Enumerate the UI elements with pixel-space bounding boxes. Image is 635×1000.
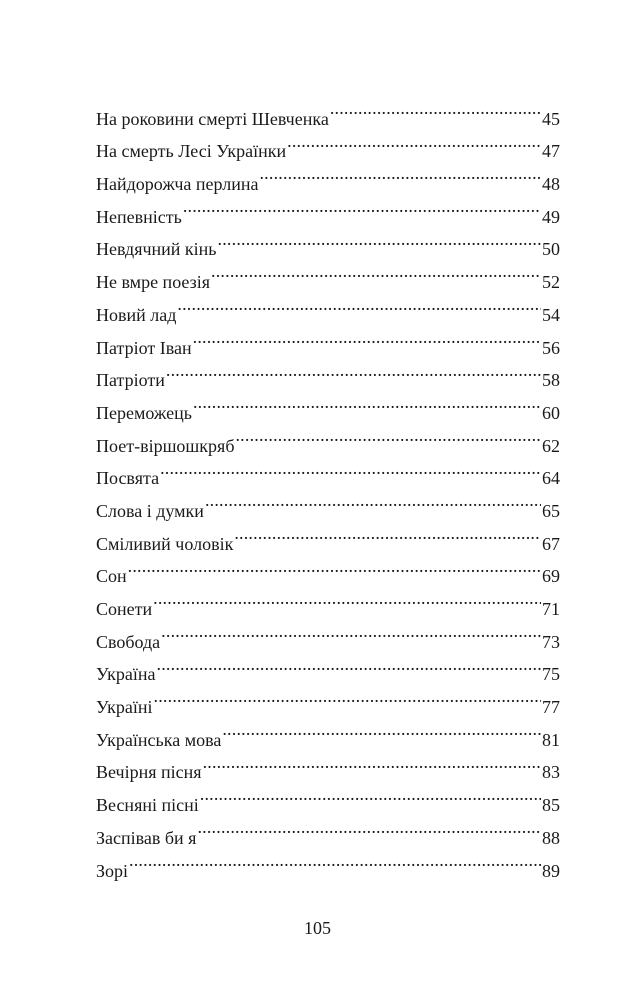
toc-entry[interactable] [96, 550, 560, 587]
toc-dot-leader [287, 125, 541, 158]
toc-dot-leader [193, 321, 541, 354]
toc-entry-title: Весняні пісні [96, 795, 199, 816]
toc-entry[interactable] [96, 452, 560, 489]
toc-entry[interactable] [96, 582, 560, 619]
toc-entry-page: 45 [542, 108, 560, 129]
toc-entry-title: Посвята [96, 468, 160, 489]
toc-entry-page: 48 [542, 174, 560, 195]
toc-entry-page: 85 [542, 795, 560, 816]
toc-dot-leader [154, 680, 541, 713]
toc-entry-title: Українська мова [96, 729, 222, 750]
toc-entry-title: Сон [96, 566, 127, 587]
toc-entry-page: 58 [542, 370, 560, 391]
toc-entry-page: 49 [542, 206, 560, 227]
toc-dot-leader [211, 255, 541, 288]
toc-entry-page: 69 [542, 566, 560, 587]
toc-dot-leader [330, 92, 541, 125]
toc-entry-page: 56 [542, 337, 560, 358]
toc-entry-page: 64 [542, 468, 560, 489]
toc-entry[interactable] [96, 680, 560, 718]
toc-entry-page: 71 [542, 599, 560, 619]
toc-entry-title: Україна [96, 664, 156, 685]
toc-entry-title: Невдячний кінь [96, 239, 217, 260]
toc-entry-title: Патріоти [96, 370, 165, 391]
toc-dot-leader [157, 648, 541, 681]
toc-entry-page: 83 [542, 762, 560, 783]
toc-dot-leader [203, 746, 541, 779]
toc-entry-title: Сміливий чоловік [96, 533, 234, 554]
toc-entry-title: Україні [96, 697, 153, 718]
toc-entry-title: Сонети [96, 599, 153, 619]
toc-entry[interactable] [96, 615, 560, 652]
toc-dot-leader [259, 157, 541, 190]
toc-entry-title: На смерть Лесі Українки [96, 141, 287, 162]
toc-dot-leader [177, 288, 541, 321]
toc-entry[interactable] [96, 386, 560, 423]
toc-entry-page: 54 [542, 304, 560, 325]
toc-entry-page: 75 [542, 664, 560, 685]
toc-dot-leader [205, 484, 541, 517]
toc-entry-page: 50 [542, 239, 560, 260]
toc-entry[interactable] [96, 844, 560, 881]
toc-entry-title: Новий лад [96, 304, 177, 325]
toc-entry-title: На роковини смерті Шевченка [96, 108, 329, 129]
toc-dot-leader [200, 778, 541, 811]
toc-dot-leader [160, 452, 541, 485]
toc-entry[interactable] [96, 713, 560, 750]
toc-entry-page: 60 [542, 402, 560, 423]
toc-entry-page: 89 [542, 860, 560, 881]
toc-entry-title: Переможець [96, 402, 192, 423]
toc-entry-title: Свобода [96, 631, 161, 652]
toc-entry-title: Непевність [96, 206, 182, 227]
toc-dot-leader [222, 713, 541, 746]
toc-entry-title: Заспівав би я [96, 827, 197, 848]
toc-entry-page: 52 [542, 272, 560, 293]
toc-dot-leader [128, 550, 541, 583]
toc-dot-leader [193, 386, 541, 419]
toc-entry-title: Вечірня пісня [96, 762, 202, 783]
toc-entry-page: 77 [542, 697, 560, 718]
toc-entry-page: 47 [542, 141, 560, 162]
toc-entry-title: Найдорожча перлина [96, 174, 259, 195]
toc-entry[interactable] [96, 92, 560, 129]
toc-dot-leader [129, 844, 541, 877]
toc-entry[interactable] [96, 484, 560, 521]
toc-entry-page: 88 [542, 827, 560, 848]
toc-entry[interactable] [96, 648, 560, 685]
toc-entry-title: Слова і думки [96, 500, 204, 521]
toc-entry-page: 81 [542, 729, 560, 750]
toc-dot-leader [166, 354, 541, 387]
toc-entry-title: Не вмре поезія [96, 272, 211, 293]
toc-entry-title: Патріот Іван [96, 337, 192, 358]
table-of-contents [96, 92, 560, 881]
toc-entry-page: 65 [542, 500, 560, 521]
page-number: 105 [304, 918, 331, 938]
toc-dot-leader [197, 811, 541, 844]
toc-entry-page: 62 [542, 435, 560, 456]
toc-dot-leader [183, 190, 541, 223]
toc-dot-leader [153, 582, 541, 615]
toc-dot-leader [218, 223, 541, 256]
toc-entry-page: 73 [542, 631, 560, 652]
toc-entry-title: Поет-віршошкряб [96, 435, 235, 456]
toc-entry-page: 67 [542, 533, 560, 554]
toc-entry-title: Зорі [96, 860, 129, 881]
toc-entry[interactable] [96, 354, 560, 391]
toc-dot-leader [235, 419, 541, 452]
toc-dot-leader [234, 517, 541, 550]
toc-dot-leader [161, 615, 541, 648]
